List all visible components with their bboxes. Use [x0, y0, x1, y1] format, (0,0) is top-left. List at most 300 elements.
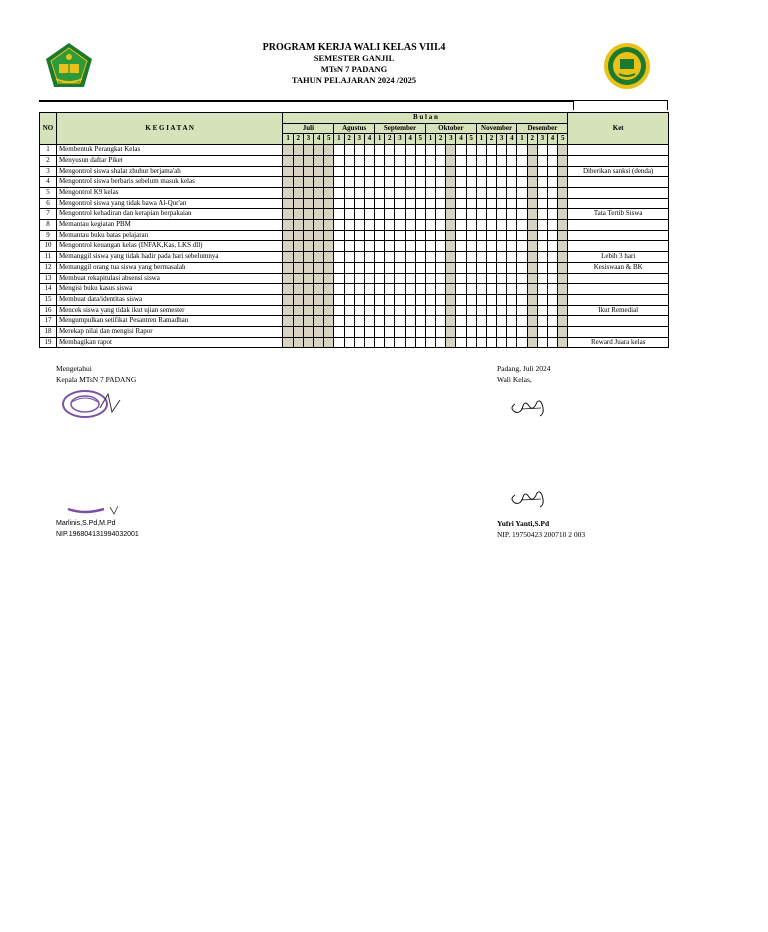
table-row [40, 155, 669, 166]
ket-cell [568, 145, 669, 156]
header-divider [39, 100, 574, 102]
week-cell [537, 316, 547, 327]
week-cell [303, 284, 313, 295]
week-cell [517, 305, 527, 316]
week-cell [415, 230, 425, 241]
week-cell [293, 241, 303, 252]
week-cell [314, 241, 324, 252]
week-cell [558, 187, 568, 198]
week-cell [436, 187, 446, 198]
week-cell [558, 294, 568, 305]
week-cell [303, 316, 313, 327]
week-cell [283, 316, 293, 327]
week-cell [314, 230, 324, 241]
week-cell [537, 273, 547, 284]
week-cell [456, 209, 466, 220]
week-cell [293, 198, 303, 209]
week-cell [334, 166, 344, 177]
week-cell [425, 337, 435, 348]
month-header: Juli [283, 123, 334, 134]
week-cell [324, 155, 334, 166]
week-cell [507, 220, 517, 231]
week-cell [375, 273, 385, 284]
week-cell [334, 230, 344, 241]
week-cell [436, 294, 446, 305]
week-cell [497, 198, 507, 209]
week-cell [497, 305, 507, 316]
week-cell [405, 252, 415, 263]
week-cell [425, 252, 435, 263]
week-cell [314, 273, 324, 284]
week-cell [415, 294, 425, 305]
week-cell [303, 337, 313, 348]
week-cell [425, 220, 435, 231]
week-cell [344, 252, 354, 263]
week-cell [436, 316, 446, 327]
ket-cell [568, 230, 669, 241]
week-cell [344, 316, 354, 327]
week-cell [547, 230, 557, 241]
row-number: 13 [40, 273, 57, 284]
week-cell [547, 262, 557, 273]
week-cell [547, 177, 557, 188]
week-number: 2 [527, 134, 537, 145]
week-cell [303, 177, 313, 188]
week-cell [547, 316, 557, 327]
week-cell [476, 230, 486, 241]
week-cell [497, 294, 507, 305]
week-cell [314, 209, 324, 220]
week-cell [558, 209, 568, 220]
week-cell [497, 241, 507, 252]
week-cell [486, 252, 496, 263]
week-cell [395, 209, 405, 220]
school-emblem-icon [603, 42, 651, 90]
week-cell [436, 337, 446, 348]
ket-cell: Reward Juara kelas [568, 337, 669, 348]
month-header: September [375, 123, 426, 134]
week-cell [425, 327, 435, 338]
week-cell [558, 145, 568, 156]
week-cell [405, 187, 415, 198]
week-cell [466, 220, 476, 231]
week-cell [425, 166, 435, 177]
week-cell [466, 327, 476, 338]
handwritten-signature-icon [507, 485, 549, 509]
week-cell [375, 294, 385, 305]
week-cell [385, 305, 395, 316]
week-cell [314, 187, 324, 198]
week-cell [476, 155, 486, 166]
signature-right [497, 363, 551, 385]
ket-cell [568, 294, 669, 305]
place-date: Padang, Juli 2024 [497, 364, 551, 373]
week-cell [486, 145, 496, 156]
week-cell [364, 145, 374, 156]
week-cell [324, 337, 334, 348]
week-cell [334, 284, 344, 295]
week-cell [283, 294, 293, 305]
row-number: 16 [40, 305, 57, 316]
week-cell [354, 327, 364, 338]
week-cell [405, 327, 415, 338]
week-cell [395, 327, 405, 338]
week-cell [476, 198, 486, 209]
week-cell [456, 230, 466, 241]
week-cell [395, 198, 405, 209]
week-cell [283, 155, 293, 166]
week-cell [517, 252, 527, 263]
week-cell [364, 198, 374, 209]
week-cell [415, 284, 425, 295]
week-cell [283, 220, 293, 231]
week-cell [486, 305, 496, 316]
week-cell [395, 252, 405, 263]
week-cell [558, 273, 568, 284]
table-row [40, 230, 669, 241]
week-cell [283, 252, 293, 263]
week-cell [466, 166, 476, 177]
row-number: 14 [40, 284, 57, 295]
week-cell [466, 284, 476, 295]
week-cell [558, 327, 568, 338]
week-cell [456, 273, 466, 284]
week-cell [375, 284, 385, 295]
week-cell [425, 305, 435, 316]
week-number: 2 [436, 134, 446, 145]
week-cell [476, 241, 486, 252]
week-cell [517, 177, 527, 188]
week-cell [537, 337, 547, 348]
ket-cell [568, 284, 669, 295]
table-row [40, 145, 669, 156]
principal-name: Marlinis,S.Pd,M.Pd [56, 520, 116, 527]
week-cell [364, 327, 374, 338]
week-cell [395, 294, 405, 305]
week-cell [517, 220, 527, 231]
week-cell [385, 316, 395, 327]
week-cell [385, 198, 395, 209]
week-cell [405, 177, 415, 188]
week-number: 2 [486, 134, 496, 145]
week-cell [293, 262, 303, 273]
week-cell [547, 305, 557, 316]
table-row [40, 316, 669, 327]
stamp-fragment-icon [66, 505, 120, 515]
week-cell [456, 262, 466, 273]
week-cell [425, 155, 435, 166]
week-cell [436, 220, 446, 231]
week-cell [385, 187, 395, 198]
week-cell [334, 262, 344, 273]
week-cell [425, 294, 435, 305]
week-cell [385, 262, 395, 273]
week-cell [497, 252, 507, 263]
week-cell [303, 220, 313, 231]
week-cell [293, 327, 303, 338]
week-cell [405, 198, 415, 209]
week-cell [497, 145, 507, 156]
week-number: 2 [385, 134, 395, 145]
week-cell [497, 187, 507, 198]
week-cell [476, 294, 486, 305]
week-cell [446, 145, 456, 156]
col-no-header: NO [40, 113, 57, 145]
week-cell [456, 177, 466, 188]
week-cell [385, 155, 395, 166]
week-cell [344, 166, 354, 177]
handwritten-signature-icon [507, 394, 549, 418]
week-cell [446, 316, 456, 327]
week-cell [283, 327, 293, 338]
table-row [40, 198, 669, 209]
week-cell [364, 337, 374, 348]
week-cell [507, 252, 517, 263]
table-row [40, 166, 669, 177]
week-cell [436, 262, 446, 273]
week-cell [527, 166, 537, 177]
week-cell [375, 337, 385, 348]
week-number: 1 [476, 134, 486, 145]
week-number: 1 [517, 134, 527, 145]
week-cell [558, 284, 568, 295]
week-cell [344, 337, 354, 348]
ket-cell [568, 187, 669, 198]
week-number: 4 [547, 134, 557, 145]
week-cell [507, 305, 517, 316]
row-number: 8 [40, 220, 57, 231]
activity-cell: Mengontrol siswa shalat zhuhur berjama'ah [56, 166, 283, 177]
week-cell [354, 209, 364, 220]
week-cell [375, 230, 385, 241]
week-cell [497, 155, 507, 166]
week-cell [303, 262, 313, 273]
row-number: 4 [40, 177, 57, 188]
week-cell [324, 327, 334, 338]
week-cell [364, 166, 374, 177]
row-number: 17 [40, 316, 57, 327]
week-cell [375, 220, 385, 231]
week-cell [293, 337, 303, 348]
week-cell [283, 177, 293, 188]
week-cell [354, 252, 364, 263]
week-cell [375, 166, 385, 177]
school-stamp-icon [60, 388, 126, 420]
week-cell [476, 145, 486, 156]
month-header: November [476, 123, 517, 134]
ket-cell [568, 220, 669, 231]
week-cell [364, 155, 374, 166]
activity-cell: Membagikan rapot [56, 337, 283, 348]
ket-cell: Lebih 3 hari [568, 252, 669, 263]
week-cell [497, 220, 507, 231]
week-number: 3 [303, 134, 313, 145]
week-cell [537, 230, 547, 241]
week-cell [456, 252, 466, 263]
week-cell [537, 187, 547, 198]
week-cell [456, 220, 466, 231]
week-cell [547, 284, 557, 295]
week-cell [486, 284, 496, 295]
week-cell [527, 230, 537, 241]
week-cell [395, 145, 405, 156]
week-cell [476, 209, 486, 220]
week-cell [415, 262, 425, 273]
week-number: 5 [415, 134, 425, 145]
row-number: 11 [40, 252, 57, 263]
week-cell [334, 337, 344, 348]
week-cell [364, 252, 374, 263]
table-row [40, 241, 669, 252]
academic-year: TAHUN PELAJARAN 2024 /2025 [291, 75, 417, 85]
table-row [40, 252, 669, 263]
week-cell [385, 294, 395, 305]
week-cell [558, 155, 568, 166]
week-cell [436, 284, 446, 295]
week-cell [415, 187, 425, 198]
week-cell [283, 337, 293, 348]
week-cell [314, 198, 324, 209]
week-cell [293, 273, 303, 284]
week-cell [415, 327, 425, 338]
week-cell [324, 305, 334, 316]
week-cell [334, 294, 344, 305]
week-cell [415, 220, 425, 231]
week-cell [547, 327, 557, 338]
week-cell [456, 284, 466, 295]
week-number: 2 [344, 134, 354, 145]
week-cell [405, 145, 415, 156]
week-cell [486, 241, 496, 252]
week-cell [537, 177, 547, 188]
col-ket-header: Ket [568, 113, 669, 145]
week-cell [354, 294, 364, 305]
week-cell [395, 166, 405, 177]
week-cell [476, 177, 486, 188]
week-cell [466, 155, 476, 166]
signature-right-name [497, 518, 585, 540]
week-cell [517, 155, 527, 166]
week-cell [425, 177, 435, 188]
week-cell [293, 252, 303, 263]
week-cell [436, 145, 446, 156]
week-cell [527, 145, 537, 156]
week-cell [527, 177, 537, 188]
week-cell [354, 241, 364, 252]
week-cell [466, 241, 476, 252]
row-number: 1 [40, 145, 57, 156]
activity-cell: Mengontrol siswa yang tidak bawa Al-Qur'an [56, 198, 283, 209]
week-cell [314, 177, 324, 188]
activity-cell: Memanggil orang tua siswa yang bermasalah [56, 262, 283, 273]
week-number: 1 [334, 134, 344, 145]
week-cell [425, 187, 435, 198]
week-cell [527, 198, 537, 209]
week-cell [436, 327, 446, 338]
week-cell [517, 166, 527, 177]
week-cell [364, 316, 374, 327]
week-cell [395, 316, 405, 327]
week-cell [558, 252, 568, 263]
week-cell [364, 284, 374, 295]
week-cell [558, 230, 568, 241]
week-cell [517, 187, 527, 198]
week-cell [293, 155, 303, 166]
week-cell [314, 166, 324, 177]
week-cell [547, 145, 557, 156]
week-cell [415, 145, 425, 156]
week-cell [558, 262, 568, 273]
week-cell [537, 262, 547, 273]
week-cell [364, 262, 374, 273]
week-cell [507, 273, 517, 284]
week-cell [497, 337, 507, 348]
week-cell [446, 305, 456, 316]
week-cell [303, 241, 313, 252]
week-cell [507, 155, 517, 166]
week-cell [405, 241, 415, 252]
week-cell [547, 209, 557, 220]
week-cell [293, 209, 303, 220]
week-cell [517, 262, 527, 273]
week-cell [446, 294, 456, 305]
week-cell [507, 294, 517, 305]
week-cell [436, 241, 446, 252]
table-row [40, 220, 669, 231]
row-number: 15 [40, 294, 57, 305]
week-cell [425, 209, 435, 220]
week-cell [303, 252, 313, 263]
week-cell [415, 252, 425, 263]
week-cell [334, 316, 344, 327]
week-cell [436, 230, 446, 241]
week-cell [375, 198, 385, 209]
week-cell [507, 262, 517, 273]
week-number: 4 [405, 134, 415, 145]
week-cell [344, 327, 354, 338]
week-cell [375, 145, 385, 156]
school-name: MTsN 7 PADANG [320, 64, 388, 74]
week-number: 4 [364, 134, 374, 145]
week-cell [405, 316, 415, 327]
week-cell [456, 316, 466, 327]
week-cell [354, 262, 364, 273]
week-cell [415, 241, 425, 252]
week-cell [415, 305, 425, 316]
week-cell [547, 220, 557, 231]
week-cell [507, 316, 517, 327]
week-cell [476, 220, 486, 231]
week-cell [446, 155, 456, 166]
week-cell [425, 316, 435, 327]
week-cell [324, 145, 334, 156]
week-cell [375, 177, 385, 188]
week-cell [344, 241, 354, 252]
week-cell [436, 252, 446, 263]
week-cell [395, 177, 405, 188]
week-cell [446, 327, 456, 338]
week-cell [293, 230, 303, 241]
week-cell [395, 241, 405, 252]
week-cell [324, 294, 334, 305]
week-cell [354, 316, 364, 327]
week-cell [344, 177, 354, 188]
activity-cell: Mengontrol K9 kelas [56, 187, 283, 198]
activity-cell: Menyusun daftar Piket [56, 155, 283, 166]
activity-cell: Membentuk Perangkat Kelas [56, 145, 283, 156]
week-cell [466, 177, 476, 188]
week-cell [324, 316, 334, 327]
